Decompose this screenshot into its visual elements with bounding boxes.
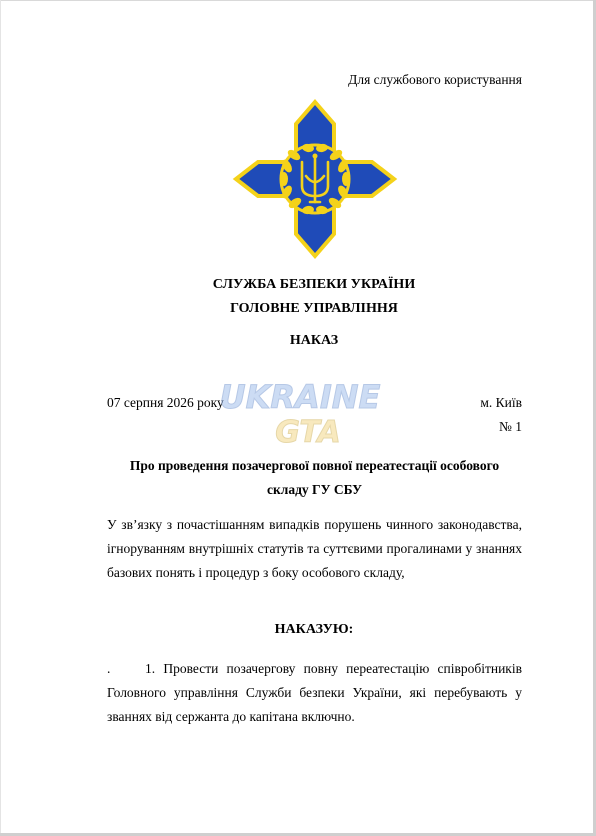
order-item-marker: . — [107, 661, 111, 676]
organization-name-line-1: СЛУЖБА БЕЗПЕКИ УКРАЇНИ — [212, 277, 416, 292]
organization-name-line-2: ГОЛОВНЕ УПРАВЛІННЯ — [230, 301, 398, 316]
document-city: м. Київ — [480, 395, 522, 410]
order-subject-line-2: складу ГУ СБУ — [266, 482, 363, 497]
ukraine-gta-watermark-logo — [212, 372, 388, 452]
order-item — [107, 657, 522, 729]
order-directive-heading: НАКАЗУЮ: — [274, 622, 354, 637]
classification-label: Для службового користування — [348, 72, 522, 87]
document-type: НАКАЗ — [289, 333, 339, 348]
order-item-text: 1. Провести позачергову повну переатестацію співробітників Головного управління Служби безпеки України, які перебувають у званнях від сержанта до капітана включно. — [107, 661, 522, 724]
order-subject-line-1: Про проведення позачергової повної переатестації особового — [129, 458, 500, 473]
sbu-cross-emblem-icon — [230, 96, 400, 262]
order-subject — [107, 454, 522, 502]
organization-name — [0, 273, 596, 321]
page-edge-top — [0, 0, 596, 1]
preamble-paragraph: У зв’язку з почастішанням випадків порушень чинного законодавства, ігноруванням внутрішніх статутів та суттєвими прогалинами у знаннях базових понять і процедур з боку особового складу, — [107, 517, 522, 580]
watermark-line-1: UKRAINE — [219, 378, 381, 416]
document-date: 07 серпня 2026 року — [107, 395, 224, 410]
watermark-line-2: GTA — [275, 415, 341, 450]
document-number: № 1 — [498, 419, 522, 434]
page-edge-left — [0, 0, 1, 836]
